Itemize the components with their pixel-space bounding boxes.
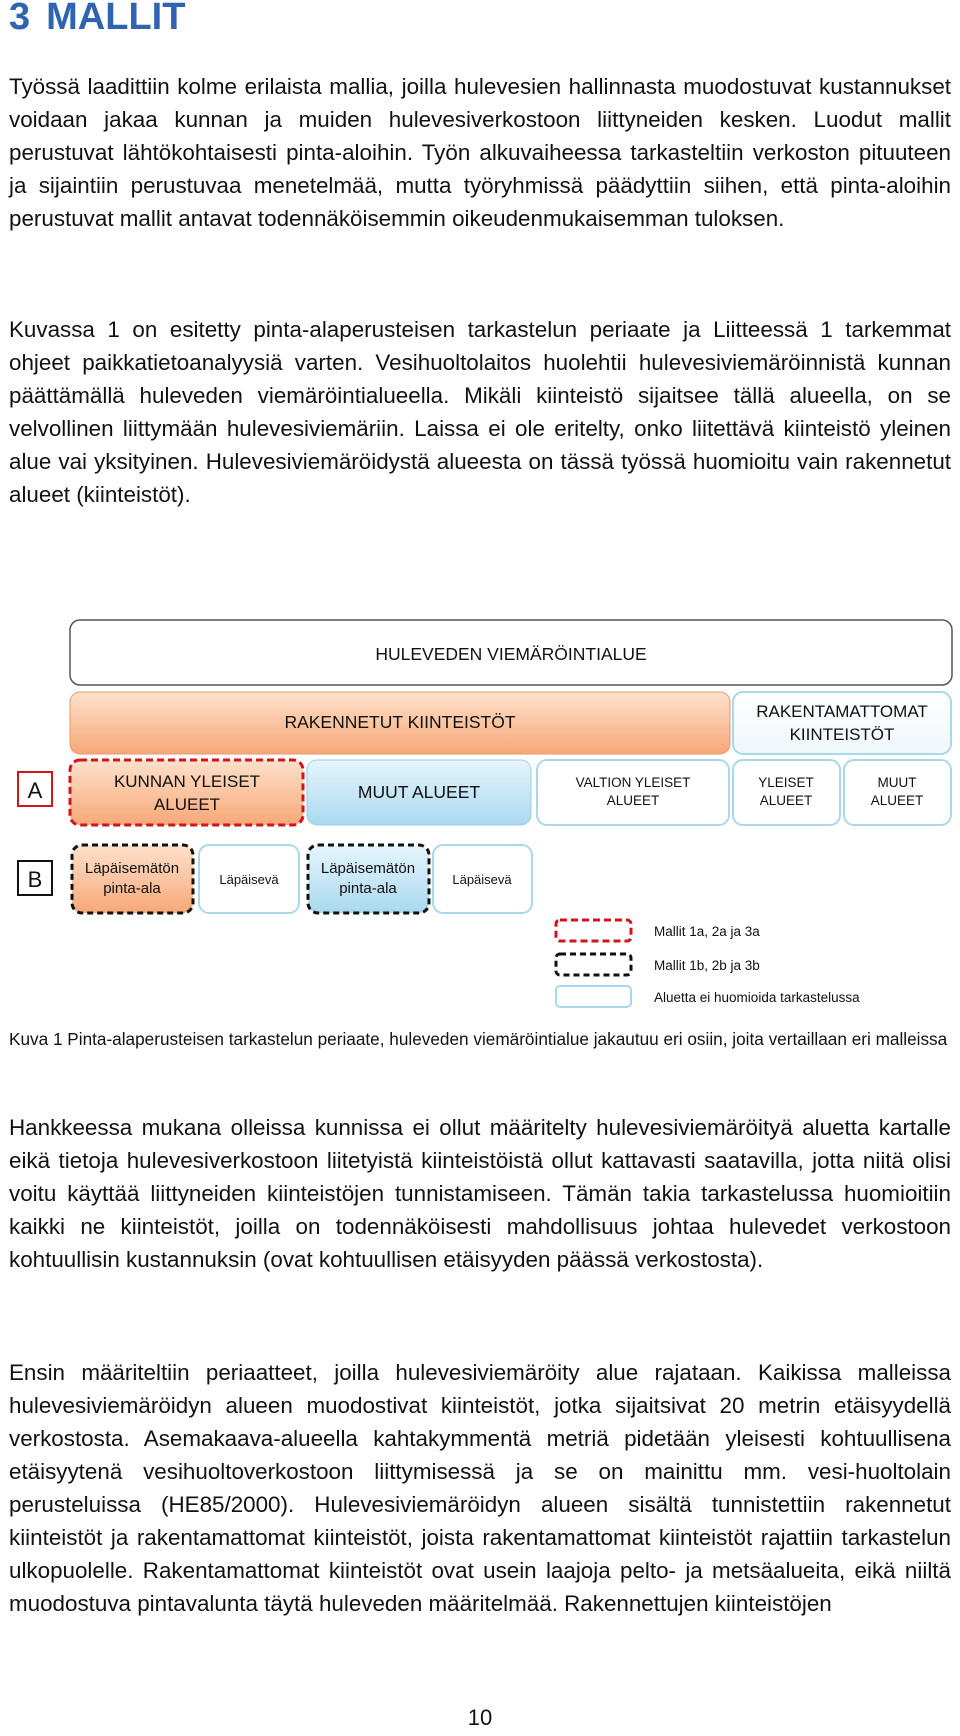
legend-item-excluded: Aluetta ei huomioida tarkastelussa xyxy=(654,990,860,1005)
other-areas-label: MUUT ALUEET xyxy=(357,782,481,802)
section-heading xyxy=(9,0,185,39)
built-properties-label: RAKENNETUT KIINTEISTÖT xyxy=(284,712,516,732)
legend-blue-swatch xyxy=(556,986,631,1007)
municipal-pervious-label: Läpäisevä xyxy=(219,872,279,887)
public-areas-label-2: ALUEET xyxy=(759,793,813,808)
figure-caption: Kuva 1 Pinta-alaperusteisen tarkastelun periaate, huleveden viemäröintialue jakautuu eri osiin, joita vertaillaan eri malleissa xyxy=(9,1029,948,1049)
state-public-areas-label-1: VALTION YLEISET xyxy=(575,775,691,790)
section-number: 3 xyxy=(9,0,31,38)
unbuilt-properties-label-1: RAKENTAMATTOMAT xyxy=(756,702,928,721)
other-small-areas-label-2: ALUEET xyxy=(870,793,924,808)
legend-black-dash-swatch xyxy=(556,954,631,975)
paragraph-project-context: Hankkeessa mukana olleissa kunnissa ei ollut määritelty hulevesiviemäröityä aluetta kartalle eikä tietoja hulevesiverkostoon liitetyistä kiinteistöistä ollut kattavasti saatavilla, jotta niitä olisi voitu käyttää liittyneiden kiinteistöjen tunnistamiseen. Tämän takia tarkastelussa huomioitiin kaikki ne kiinteistöt, joilla on todennäköisesti mahdollisuus johtaa hulevedet verkostoon kohtuullisin kustannuksin (ovat kohtuullisen etäisyyden päässä verkostosta). xyxy=(9,1115,951,1272)
other-impervious-label-1: Läpäisemätön xyxy=(320,860,416,877)
other-pervious-label: Läpäisevä xyxy=(452,872,512,887)
legend-item-a-models: Mallit 1a, 2a ja 3a xyxy=(654,924,760,939)
paragraph-intro: Työssä laadittiin kolme erilaista mallia, joilla hulevesien hallinnasta muodostuvat kustannukset voidaan jakaa kunnan ja muiden hulevesiverkostoon liittyneiden kesken. Luodut mallit perustuvat lähtökohtaisesti pinta-aloihin. Työn alkuvaiheessa tarkasteltiin verkoston pituuteen ja sijaintiin perustuvaa menetelmää, mutta työryhmissä päädyttiin siihen, että pinta-aloihin perustuvat mallit antavat todennäköisemmin oikeudenmukaisemman tuloksen. xyxy=(9,74,951,231)
page-number: 10 xyxy=(467,1705,493,1730)
row-a-label: A xyxy=(27,778,43,803)
municipal-impervious-label-2: pinta-ala xyxy=(103,880,161,897)
state-public-areas-label-2: ALUEET xyxy=(606,793,660,808)
legend-red-dash-swatch xyxy=(556,920,631,941)
municipal-public-areas-box xyxy=(70,760,303,825)
municipal-public-areas-label-2: ALUEET xyxy=(153,795,221,814)
section-title: MALLIT xyxy=(46,0,186,38)
row-b-label: B xyxy=(27,867,43,892)
legend-item-b-models: Mallit 1b, 2b ja 3b xyxy=(654,958,760,973)
paragraph-figure-reference: Kuvassa 1 on esitetty pinta-alaperusteisen tarkastelun periaate ja Liitteessä 1 tarkemmat ohjeet paikkatietoanalyysiä varten. Vesihuoltolaitos huolehtii hulevesiviemäröinnistä kunnan päättämällä huleveden viemäröintialueella. Mikäli kiinteistö sijaitsee tällä alueella, on se velvollinen liittymään hulevesiviemäriin. Laissa ei ole eritelty, onko liitettävä kiinteistö yleinen alue vai yksityinen. Hulevesiviemäröidystä alueesta on tässä työssä huomioitu vain rakennetut alueet (kiinteistöt). xyxy=(9,317,951,507)
municipal-public-areas-label-1: KUNNAN YLEISET xyxy=(113,772,261,791)
other-small-areas-label-1: MUUT xyxy=(877,775,917,790)
paragraph-principles: Ensin määriteltiin periaatteet, joilla hulevesiviemäröity alue rajataan. Kaikissa malleissa hulevesiviemäröidyn alueen muodostivat kiinteistöt, jotka sijaitsivat 20 metrin etäisyydellä verkostosta. Asemakaava-alueella kahtakymmentä metriä pidetään yleisesti kohtuullisena etäisyytenä vesihuoltoverkostoon liittymisessä ja se on mainittu mm. vesi-huoltolain perusteluissa (HE85/2000). Hulevesiviemäröidyn alueen sisältä tunnistettiin rakennetut kiinteistöt ja rakentamattomat kiinteistöt, joista rakentamattomat kiinteistöt rajattiin tarkastelun ulkopuolelle. Rakentamattomat kiinteistöt ovat usein laajoja pelto- ja metsäalueita, eikä niiltä muodostuva pintavalunta täytä huleveden määritelmää. Rakennettujen kiinteistöjen xyxy=(9,1360,951,1616)
area-division-figure xyxy=(0,600,960,1010)
public-areas-label-1: YLEISET xyxy=(758,775,814,790)
other-impervious-box xyxy=(308,845,429,913)
other-impervious-label-2: pinta-ala xyxy=(339,880,397,897)
drainage-area-label: HULEVEDEN VIEMÄRÖINTIALUE xyxy=(375,644,647,664)
municipal-impervious-box xyxy=(72,845,193,913)
municipal-impervious-label-1: Läpäisemätön xyxy=(84,860,180,877)
unbuilt-properties-label-2: KIINTEISTÖT xyxy=(789,725,895,744)
